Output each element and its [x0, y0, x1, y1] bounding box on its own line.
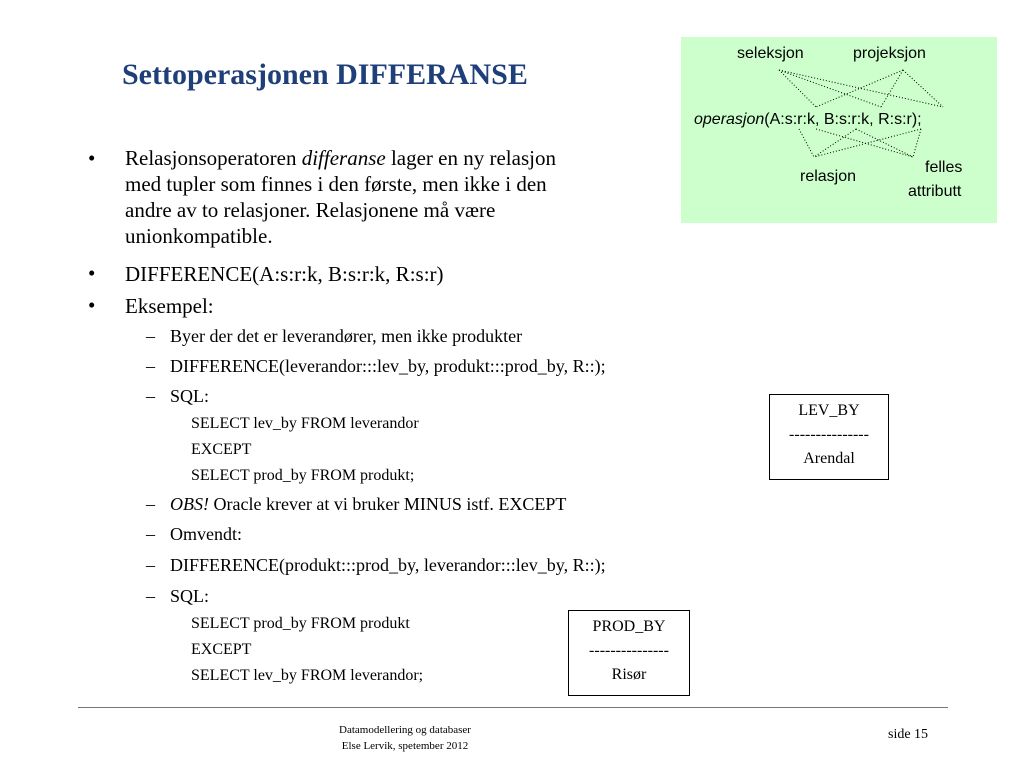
diagram-relasjon: relasjon	[800, 168, 857, 185]
sql-line: SELECT lev_by FROM leverandor	[191, 415, 419, 432]
slide-title: Settoperasjonen DIFFERANSE	[122, 58, 528, 91]
definition-line-1	[125, 145, 556, 171]
diagram-felles: felles	[925, 159, 963, 176]
bullet-marker: •	[88, 146, 96, 170]
sql-line: SELECT lev_by FROM leverandor;	[191, 667, 424, 684]
bullet-marker: •	[88, 261, 96, 285]
sql-line: SELECT prod_by FROM produkt;	[191, 467, 415, 484]
dash-marker: –	[146, 586, 155, 606]
bullet-syntax: DIFFERENCE(A:s:r:k, B:s:r:k, R:s:r)	[125, 262, 444, 286]
dash-marker: –	[146, 524, 155, 544]
sub-item-reverse: Omvendt:	[170, 524, 242, 544]
result-table-lev-by	[769, 394, 889, 480]
sub-item-difference-2: DIFFERENCE(produkt:::prod_by, leverandor:::lev_by, R::);	[170, 555, 606, 575]
definition-term: differanse	[301, 146, 386, 170]
dash-marker: –	[146, 494, 155, 514]
bullet-marker: •	[88, 293, 96, 317]
footer-divider	[78, 707, 948, 708]
diagram-operasjon-args: (A:s:r:k, B:s:r:k, R:s:r);	[764, 111, 922, 128]
diagram-seleksjon: seleksjon	[737, 45, 804, 62]
bullet-example: Eksempel:	[125, 294, 214, 318]
definition-text: Relasjonsoperatoren	[125, 146, 302, 170]
definition-line-3: andre av to relasjoner. Relasjonene må være	[125, 198, 496, 222]
diagram-projeksjon: projeksjon	[853, 45, 926, 62]
result-value: Risør	[611, 666, 647, 683]
obs-text: Oracle krever at vi bruker MINUS istf. EXCEPT	[209, 494, 567, 514]
sub-item-description: Byer der det er leverandører, men ikke produkter	[170, 326, 523, 346]
sub-item-difference-1: DIFFERENCE(leverandor:::lev_by, produkt:::prod_by, R::);	[170, 356, 606, 376]
definition-line-2: med tupler som finnes i den første, men ikke i den	[125, 172, 547, 196]
footer-author: Else Lervik, spetember 2012	[341, 740, 469, 752]
dash-marker: –	[146, 356, 155, 376]
diagram-operasjon-italic: operasjon	[694, 111, 765, 128]
footer-info	[300, 722, 510, 754]
dash-marker: –	[146, 326, 155, 346]
result-separator: ---------------	[589, 642, 669, 659]
result-header: PROD_BY	[592, 618, 666, 635]
page-number: side 15	[888, 727, 929, 742]
dash-marker: –	[146, 386, 155, 406]
dash-marker: –	[146, 555, 155, 575]
sub-item-obs	[170, 494, 566, 515]
sub-item-sql-2: SQL:	[170, 586, 210, 606]
obs-label: OBS!	[170, 494, 209, 514]
diagram-attributt: attributt	[908, 183, 962, 200]
sub-item-sql-1: SQL:	[170, 386, 210, 406]
footer-course: Datamodellering og databaser	[339, 724, 471, 736]
sql-line: SELECT prod_by FROM produkt	[191, 615, 410, 632]
result-header: LEV_BY	[798, 402, 860, 419]
definition-line-4: unionkompatible.	[125, 224, 273, 248]
result-value: Arendal	[803, 450, 855, 467]
bullet-definition	[125, 145, 556, 249]
sql-line: EXCEPT	[191, 441, 252, 458]
result-separator: ---------------	[789, 426, 869, 443]
sql-line: EXCEPT	[191, 641, 252, 658]
definition-text-2: lager en ny relasjon	[385, 146, 556, 170]
result-table-prod-by	[568, 610, 690, 696]
